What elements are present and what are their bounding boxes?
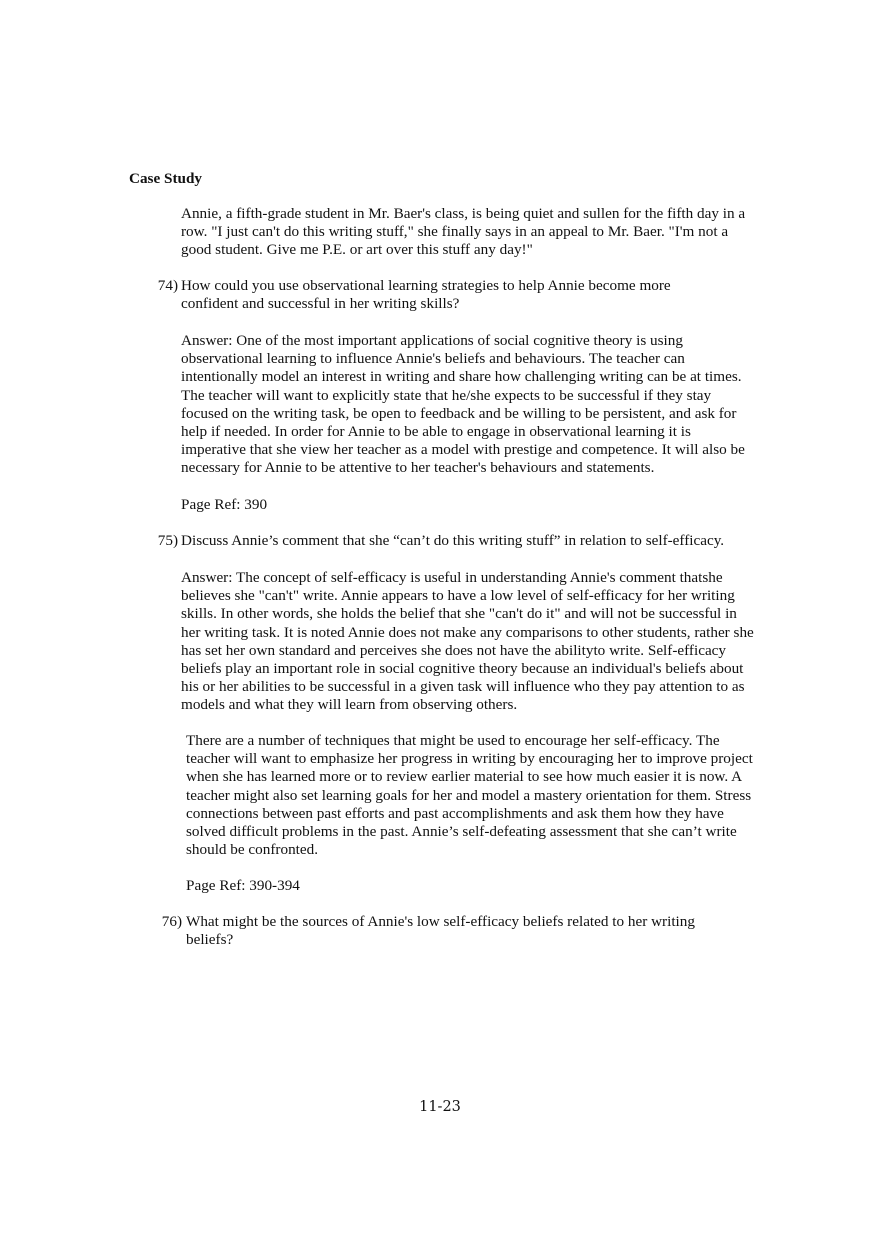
question-74-text: How could you use observational learning strategies to help Annie become more confident and successful in her writing skills? bbox=[181, 277, 671, 313]
case-study-heading: Case Study bbox=[129, 170, 203, 187]
question-76-number: 76) bbox=[161, 913, 182, 930]
question-74-page-ref: Page Ref: 390 bbox=[181, 496, 268, 513]
question-74-answer: Answer: One of the most important applications of social cognitive theory is using observational learning to influence Annie's beliefs and behaviours. The teacher can intentionally model an interest in writing and share how challenging writing can be at times. The teacher will want to explicitly state that he/she expects to be successful if they stay focused on the writing task, be open to feedback and be willing to be persistent, and ask for help if needed. In order for Annie to be able to engage in observational learning it is imperative that she view her teacher as a model with prestige and competence. It will also be necessary for Annie to be attentive to her teacher's behaviours and statements. bbox=[181, 332, 745, 477]
question-75-number: 75) bbox=[157, 532, 178, 549]
question-75-answer-continued: There are a number of techniques that might be used to encourage her self-efficacy. The teacher will want to emphasize her progress in writing by encouraging her to improve project when she has learned more or to review earlier material to see how much easier it is now. A teacher might also set learning goals for her and model a mastery orientation for them. Stress connections between past efforts and past accomplishments and ask them how they have solved difficult problems in the past. Annie’s self-defeating assessment that she can’t write should be confronted. bbox=[186, 732, 753, 859]
question-76-text: What might be the sources of Annie's low self-efficacy beliefs related to her writing beliefs? bbox=[186, 913, 695, 949]
question-75-text: Discuss Annie’s comment that she “can’t do this writing stuff” in relation to self-efficacy. bbox=[181, 532, 725, 549]
question-74-number: 74) bbox=[157, 277, 178, 294]
intro-paragraph: Annie, a fifth-grade student in Mr. Baer's class, is being quiet and sullen for the fifth day in a row. "I just can't do this writing stuff," she finally says in an appeal to Mr. Baer. "I'm not a good student. Give me P.E. or art over this stuff any day!" bbox=[181, 205, 746, 259]
question-75-page-ref: Page Ref: 390-394 bbox=[186, 877, 300, 894]
page-number: 11-23 bbox=[419, 1099, 461, 1115]
question-75-answer: Answer: The concept of self-efficacy is useful in understanding Annie's comment thatshe believes she "can't" write. Annie appears to have a low level of self-efficacy for her writing skills. In other words, she holds the belief that she "can't do it" and will not be successful in her writing task. It is noted Annie does not make any comparisons to other students, rather she has set her own standard and perceives she does not have the abilityto write. Self-efficacy beliefs play an important role in social cognitive theory because an individual's beliefs about his or her abilities to be successful in a given task will influence who they pay attention to as models and what they will learn from observing others. bbox=[181, 569, 754, 714]
